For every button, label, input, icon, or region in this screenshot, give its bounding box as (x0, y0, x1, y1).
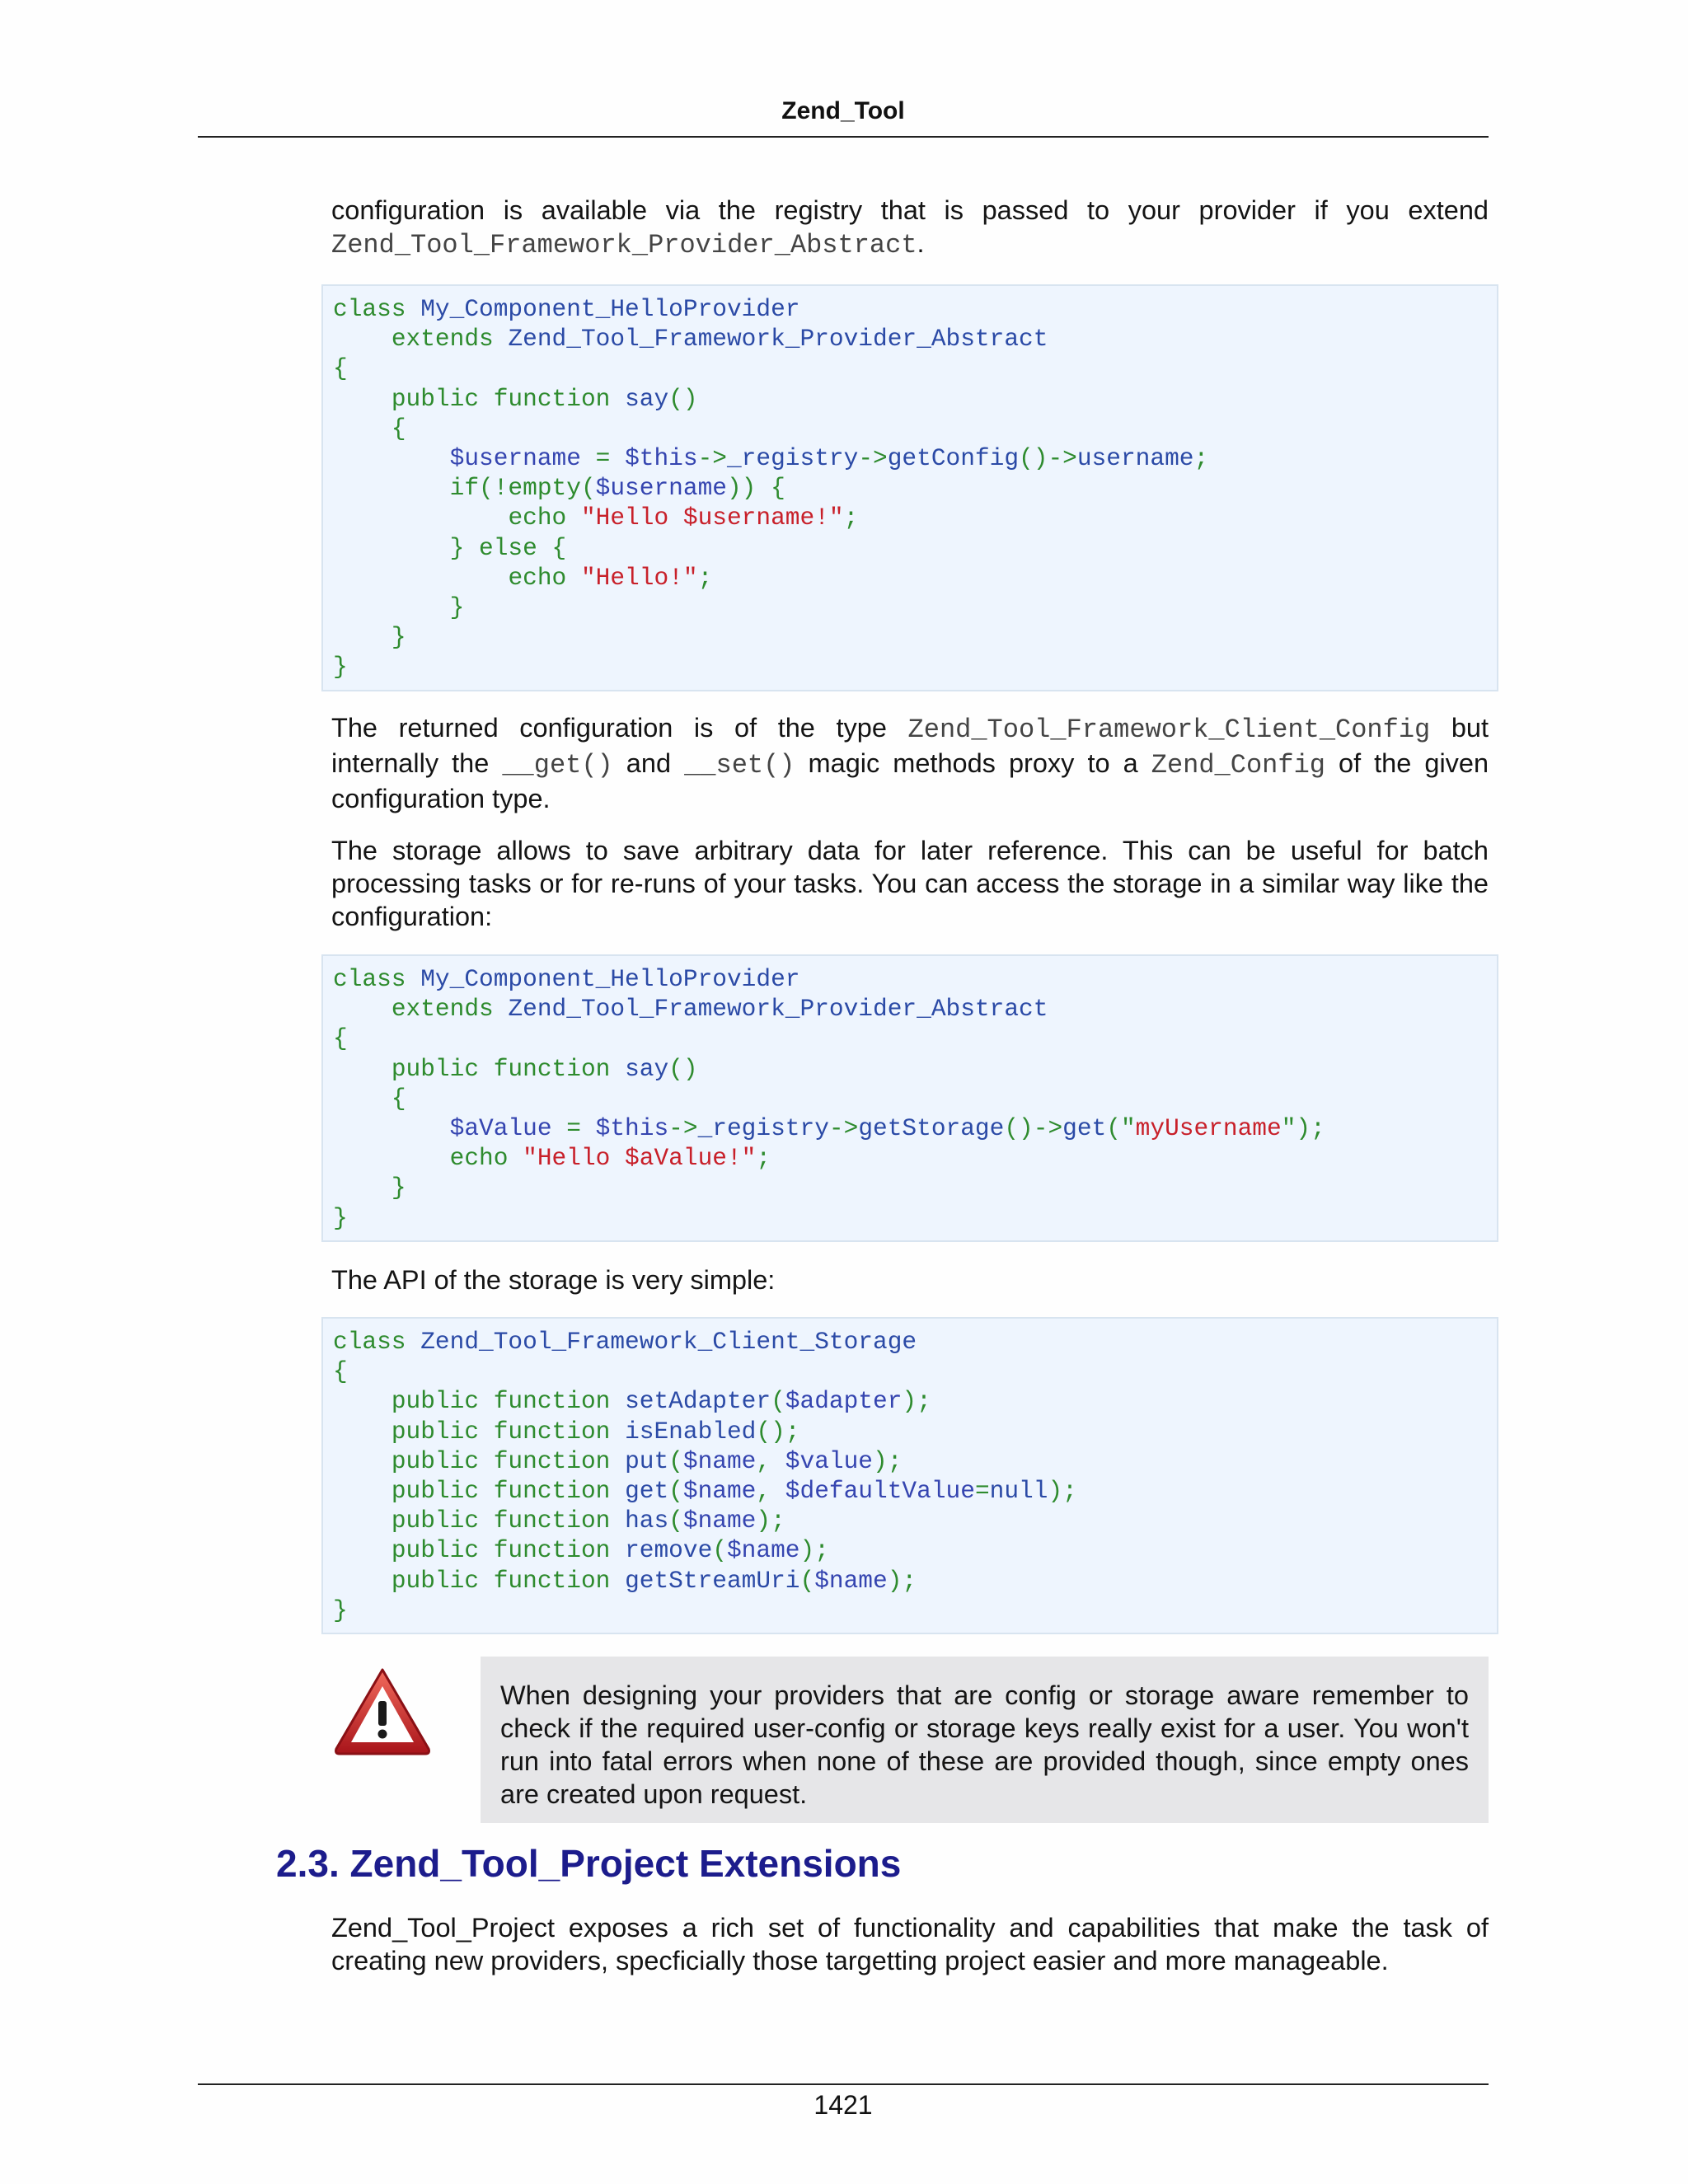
api-paragraph: The API of the storage is very simple: (331, 1265, 776, 1295)
intro-paragraph: configuration is available via the registry that is passed to your provider if you extend Zend_Tool_Framework_Provider_Abstract. (331, 195, 1489, 260)
storage-paragraph: The storage allows to save arbitrary data for later reference. This can be useful for batch processing tasks or for re-runs of your tasks. You can access the storage in a similar way like the configuration: (331, 836, 1489, 931)
footer-rule (198, 2083, 1489, 2085)
warning-note: When designing your providers that are config or storage aware remember to check if the required user-config or storage keys really exist for a user. You won't run into fatal errors when none of these are provided though, since empty ones are created upon request. (481, 1657, 1489, 1823)
code-block-config: class My_Component_HelloProvider extends Zend_Tool_Framework_Provider_Abstract { public function say() { $username = $this->_registry->getConfig()->username; if(!empty($username)) { echo "Hello $username!"; } else { echo "Hello!"; } } } (321, 284, 1498, 691)
header-rule (198, 136, 1489, 138)
section-heading: 2.3. Zend_Tool_Project Extensions (276, 1842, 902, 1885)
code-block-storage-api: class Zend_Tool_Framework_Client_Storage { public function setAdapter($adapter); public function isEnabled(); public function put($name, $value); public function get($name, $defaultValue=null); public function has($name); public function remove($name); public function getStreamUri($name); } (321, 1317, 1498, 1634)
config-type-paragraph: The returned configuration is of the type Zend_Tool_Framework_Client_Config but internally the __get() and __set() magic methods proxy to a Zend_Config of the given configuration type. (331, 713, 1489, 813)
section-body-paragraph: Zend_Tool_Project exposes a rich set of functionality and capabilities that make the task of creating new providers, specficially those targetting project easier and more manageable. (331, 1913, 1489, 1975)
running-header: Zend_Tool (781, 97, 905, 124)
page-number: 1421 (814, 2090, 873, 2120)
intro-text: configuration is available via the registry that is passed to your provider if you extend (331, 195, 1489, 225)
intro-code: Zend_Tool_Framework_Provider_Abstract (331, 230, 917, 260)
warning-icon (333, 1666, 432, 1757)
code-block-storage: class My_Component_HelloProvider extends Zend_Tool_Framework_Provider_Abstract { public function say() { $aValue = $this->_registry->getStorage()->get("myUsername"); echo "Hello $aValue!"; } } (321, 954, 1498, 1242)
